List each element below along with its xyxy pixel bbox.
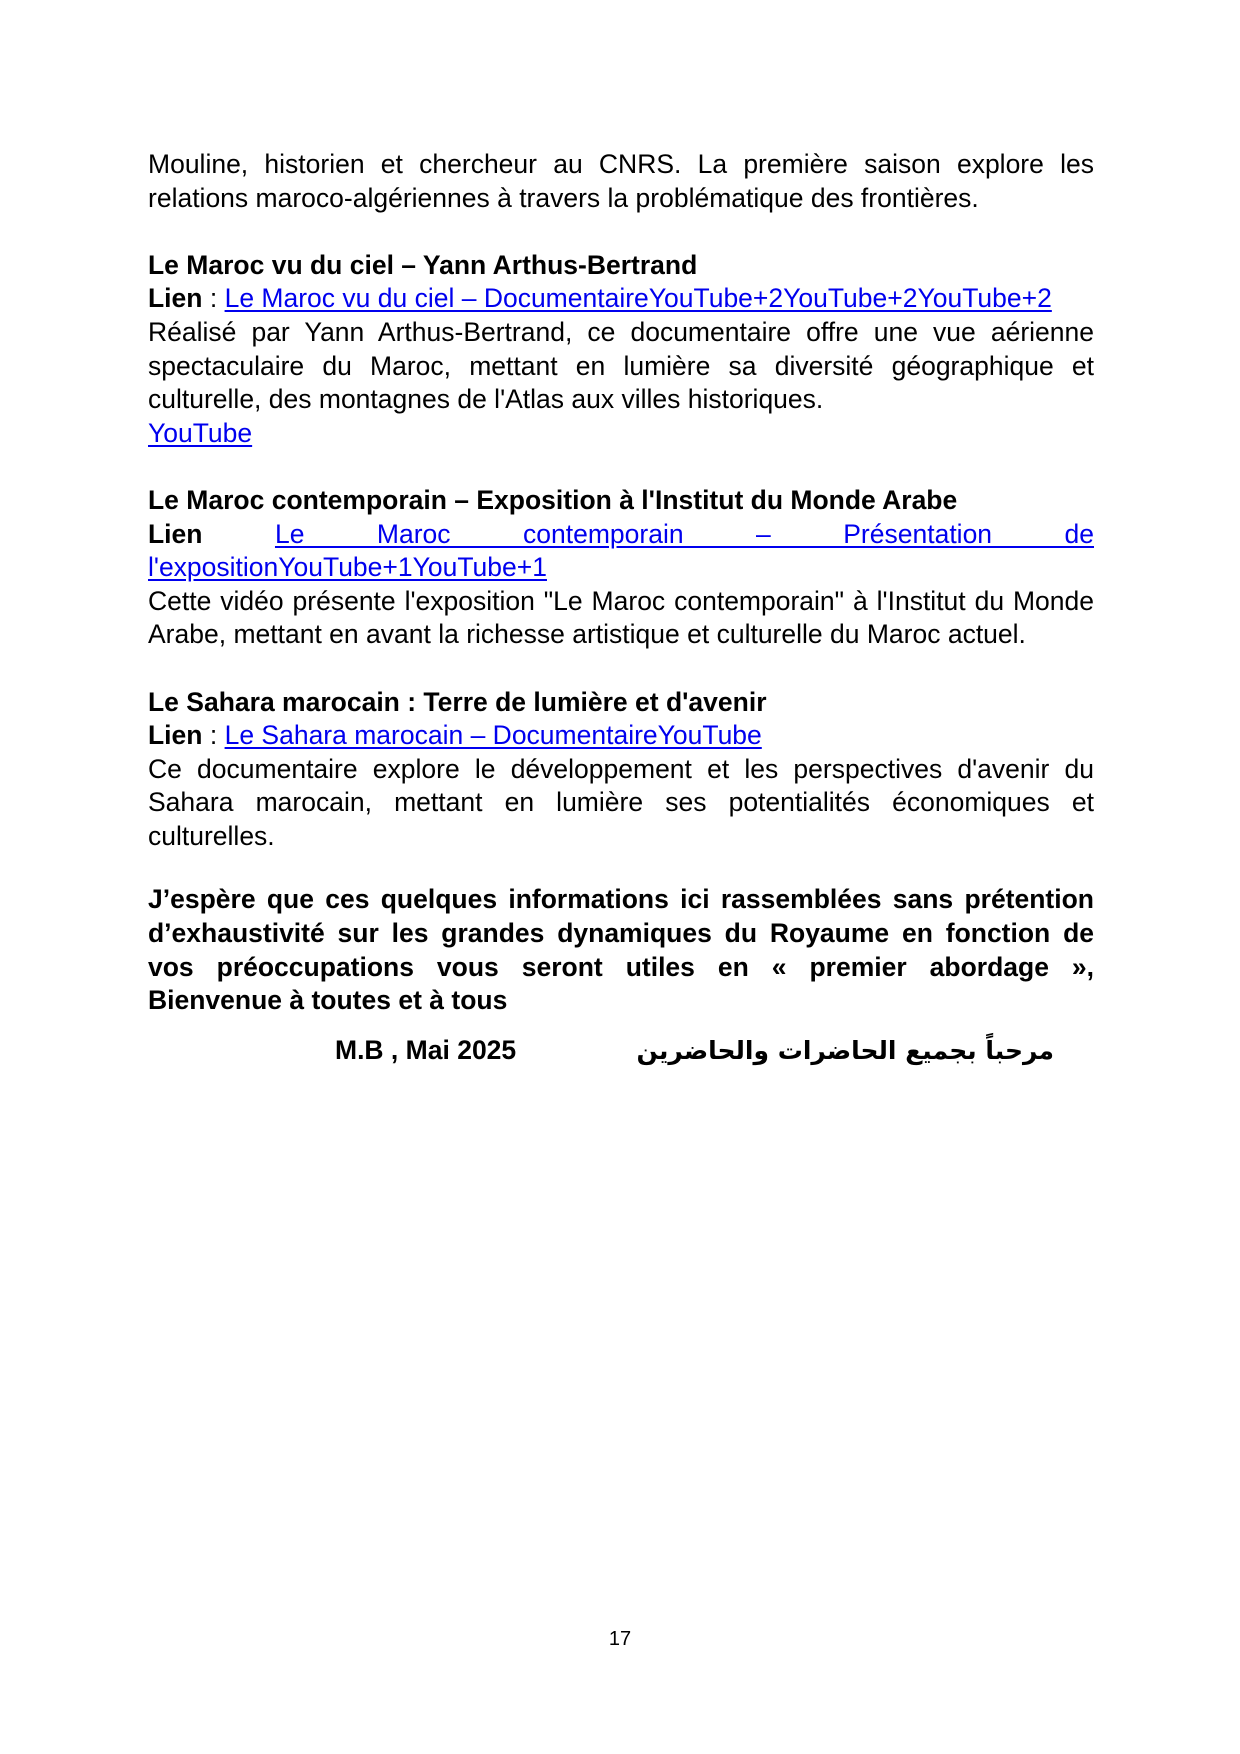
link-separator	[202, 519, 274, 549]
entry-description: Ce documentaire explore le développement et les perspectives d'avenir du Sahara marocain, mettant en lumière ses potentialités économiques et culturelles.	[148, 753, 1094, 851]
link-separator: :	[202, 720, 225, 751]
link-label: Lien	[148, 720, 203, 751]
entry-description: Réalisé par Yann Arthus-Bertrand, ce documentaire offre une vue aérienne spectaculaire du Maroc, mettant en lumière sa diversité géographique et culturelle, des montagnes de l'Atlas aux villes historiques.	[148, 316, 1094, 415]
entry-title: Le Maroc contemporain – Exposition à l'Institut du Monde Arabe	[148, 484, 958, 515]
closing-paragraph: J’espère que ces quelques informations ici rassemblées sans prétention d’exhaustivité sur les grandes dynamiques du Royaume en fonction de vos préoccupations vous seront utiles en « premier abordage », Bienvenue à toutes et à tous	[148, 884, 1094, 1016]
entry-title: Le Maroc vu du ciel – Yann Arthus-Bertrand	[148, 249, 698, 280]
arabic-greeting: مرحباً بجميع الحاضرات والحاضرين	[636, 1035, 1054, 1065]
author-signature: M.B , Mai 2025	[335, 1034, 517, 1065]
document-page	[148, 148, 1094, 1074]
link-label: Lien	[148, 518, 203, 549]
entry-description: Cette vidéo présente l'exposition "Le Maroc contemporain" à l'Institut du Monde Arabe, mettant en avant la richesse artistique et culturelle du Maroc actuel.	[148, 585, 1094, 650]
extra-link-line	[148, 417, 1094, 451]
intro-paragraph: Mouline, historien et chercheur au CNRS. La première saison explore les relations maroco-algériennes à travers la problématique des frontières.	[148, 149, 1094, 213]
link-separator: :	[202, 283, 225, 314]
sahara-link[interactable]: Le Sahara marocain – DocumentaireYouTube	[224, 720, 762, 751]
entry-link-line	[148, 282, 1094, 316]
link-label: Lien	[148, 283, 203, 314]
entry-link-line	[148, 518, 1094, 585]
youtube-link[interactable]: YouTube	[148, 417, 253, 448]
exposition-link[interactable]: Le Maroc contemporain – Présentation de l'expositionYouTube+1YouTube+1	[148, 518, 1094, 583]
entry-title: Le Sahara marocain : Terre de lumière et d'avenir	[148, 686, 767, 717]
documentary-link[interactable]: Le Maroc vu du ciel – DocumentaireYouTube+2YouTube+2YouTube+2	[224, 283, 1052, 314]
signature-row	[148, 1034, 1094, 1074]
page-number: 17	[608, 1628, 632, 1650]
entry-link-line	[148, 719, 1094, 753]
